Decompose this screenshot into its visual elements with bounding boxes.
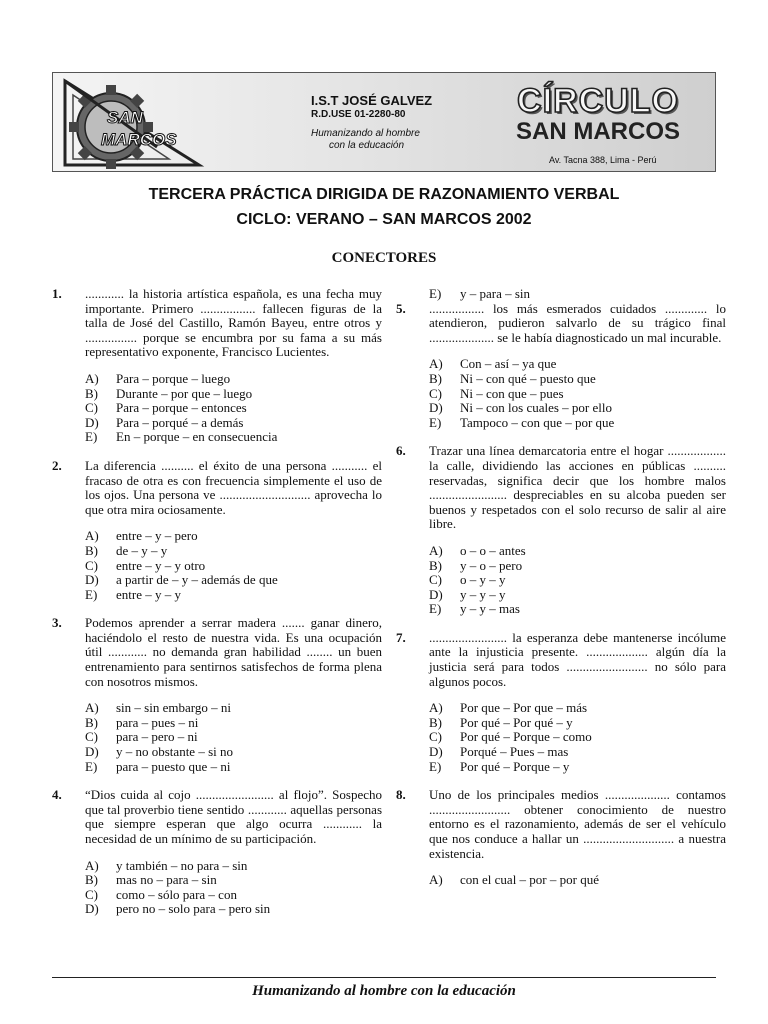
option-d xyxy=(85,902,382,917)
option-c xyxy=(85,559,382,574)
option-c xyxy=(85,730,382,745)
left-column xyxy=(52,287,382,931)
option-letter: A) xyxy=(85,857,99,873)
question-number: 8. xyxy=(396,787,406,803)
option-b xyxy=(429,716,726,731)
brand-title: CÍRCULO xyxy=(517,82,679,120)
option-letter: E) xyxy=(85,586,98,602)
option-text: como – sólo para – con xyxy=(116,886,237,902)
option-letter: E) xyxy=(429,758,442,774)
option-letter: D) xyxy=(85,572,99,588)
institute-info xyxy=(311,93,432,152)
options-list xyxy=(429,357,726,430)
options-list xyxy=(85,372,382,445)
option-text: y – y – mas xyxy=(460,601,520,617)
question-stem: “Dios cuida al cojo ........................ al flojo”. Sospecho que tal proverbio tiene sentido ............ aquellas personas que siempre esperan que algo ocurra ............ la necesidad de un mínimo de su participación. xyxy=(85,787,382,846)
option-b xyxy=(429,559,726,574)
option-a xyxy=(429,701,726,716)
institute-registration: R.D.USE 01-2280-80 xyxy=(311,109,406,120)
option-e xyxy=(85,760,382,775)
option-b xyxy=(85,387,382,402)
option-text: para – pues – ni xyxy=(116,714,199,730)
question-stem: La diferencia .......... el éxito de una persona ........... el fracaso de otra es con frecuencia simplemente el uso de los ojos. Una persona ve ............................ aprovecha lo que otra mira ociosamente. xyxy=(85,457,382,517)
question-6 xyxy=(396,444,726,617)
option-a xyxy=(429,544,726,559)
option-letter: C) xyxy=(85,729,98,745)
option-text: Ni – con que – pues xyxy=(460,385,564,401)
option-c xyxy=(85,401,382,416)
svg-text:MARCOS: MARCOS xyxy=(101,130,177,149)
option-a xyxy=(85,701,382,716)
option-text: Ni – con los cuales – por ello xyxy=(460,400,612,416)
option-letter: C) xyxy=(85,886,98,902)
right-column xyxy=(396,287,726,902)
option-letter: B) xyxy=(85,385,98,401)
option-text: sin – sin embargo – ni xyxy=(116,700,231,716)
option-b xyxy=(85,716,382,731)
option-d xyxy=(429,588,726,603)
option-a xyxy=(85,859,382,874)
header-banner xyxy=(52,72,716,172)
option-text: o – o – antes xyxy=(460,542,526,558)
option-letter: D) xyxy=(429,744,443,760)
options-list xyxy=(429,873,726,888)
question-number: 7. xyxy=(396,629,406,645)
option-a xyxy=(85,372,382,387)
question-number: 3. xyxy=(52,615,62,631)
institute-motto xyxy=(311,128,432,152)
option-letter: A) xyxy=(429,700,443,716)
question-stem: ................. los más esmerados cuidados ............. lo atendieron, pudieron salvarlo de su trágico final .................... se le había diagnosticado un mal incurable. xyxy=(429,300,726,345)
question-stem: Uno de los principales medios .................... contamos ......................... obtener conocimiento de nuestro entorno es el razonamiento, además de ser el vehículo que nos conduce a hallar un ............................ a nuestra existencia. xyxy=(429,787,726,861)
option-text: Durante – por que – luego xyxy=(116,385,253,401)
option-text: y – o – pero xyxy=(460,557,523,573)
question-7 xyxy=(396,631,726,774)
footer-divider xyxy=(52,977,716,978)
option-c xyxy=(429,387,726,402)
question-3 xyxy=(52,616,382,774)
option-b xyxy=(85,544,382,559)
option-letter: C) xyxy=(85,400,98,416)
option-letter: B) xyxy=(85,714,98,730)
option-e xyxy=(85,430,382,445)
option-a xyxy=(85,529,382,544)
option-letter: E) xyxy=(429,601,442,617)
question-1 xyxy=(52,287,382,445)
question-4-continued-options xyxy=(429,287,726,302)
motto-line-1: Humanizando al hombre xyxy=(311,128,420,139)
option-letter: E) xyxy=(85,429,98,445)
option-letter: A) xyxy=(429,356,443,372)
option-text: Tampoco – con que – por que xyxy=(460,414,615,430)
question-stem: ........................ la esperanza debe mantenerse incólume ante la injusticia presente. ................... algún día la justicia será para todos ......................... no sólo para algunos pocos. xyxy=(429,629,726,689)
options-list xyxy=(429,544,726,617)
question-stem: ............ la historia artística española, es una fecha muy importante. Primero ................. fallecen figuras de la talla de José del Castillo, Ramón Bayeu, entre otros y ................ porque se encumbra por su fama a su más representativo exponente, Francisco Lucientes. xyxy=(85,286,382,360)
option-letter: B) xyxy=(85,542,98,558)
option-letter: D) xyxy=(85,744,99,760)
option-d xyxy=(429,745,726,760)
option-b xyxy=(85,873,382,888)
option-text: En – porque – en consecuencia xyxy=(116,429,278,445)
option-text: y – y – y xyxy=(460,586,506,602)
option-text: mas no – para – sin xyxy=(116,872,217,888)
option-letter: B) xyxy=(429,714,442,730)
motto-line-2: con la educación xyxy=(329,140,405,151)
option-letter: D) xyxy=(429,586,443,602)
document-title: TERCERA PRÁCTICA DIRIGIDA DE RAZONAMIENTO VERBAL xyxy=(148,186,620,203)
option-letter: A) xyxy=(85,528,99,544)
option-letter: E) xyxy=(85,758,98,774)
option-letter: D) xyxy=(429,400,443,416)
option-letter: C) xyxy=(429,729,442,745)
option-d xyxy=(429,401,726,416)
option-letter: A) xyxy=(429,542,443,558)
option-e xyxy=(429,416,726,431)
option-text: con el cual – por – por qué xyxy=(460,872,599,888)
option-text: Porqué – Pues – mas xyxy=(460,744,569,760)
option-text: Por qué – Porque – como xyxy=(460,729,592,745)
question-2 xyxy=(52,459,382,602)
question-5 xyxy=(396,302,726,431)
question-8 xyxy=(396,788,726,888)
option-text: o – y – y xyxy=(460,572,506,588)
option-letter: B) xyxy=(429,370,442,386)
option-text: y – no obstante – si no xyxy=(116,744,233,760)
section-heading: CONECTORES xyxy=(331,250,437,266)
option-e xyxy=(429,602,726,617)
footer-motto: Humanizando al hombre con la educación xyxy=(252,983,516,999)
option-text: de – y – y xyxy=(116,542,168,558)
option-letter: C) xyxy=(429,572,442,588)
option-e xyxy=(429,287,726,302)
option-text: entre – y – y xyxy=(116,586,181,602)
option-text: Para – porque – entonces xyxy=(116,400,247,416)
options-list xyxy=(85,701,382,774)
option-text: entre – y – pero xyxy=(116,528,198,544)
option-text: y también – no para – sin xyxy=(116,857,248,873)
option-d xyxy=(85,573,382,588)
institute-name: I.S.T JOSÉ GALVEZ xyxy=(311,93,433,108)
option-letter: A) xyxy=(429,872,443,888)
brand-subtitle: SAN MARCOS xyxy=(515,118,680,145)
option-letter: E) xyxy=(429,286,442,301)
option-text: y – para – sin xyxy=(460,286,531,301)
option-letter: A) xyxy=(85,370,99,386)
question-number: 6. xyxy=(396,443,406,459)
option-text: Ni – con qué – puesto que xyxy=(460,370,596,386)
question-number: 4. xyxy=(52,787,62,803)
option-text: pero no – solo para – pero sin xyxy=(116,901,271,917)
option-text: Por qué – Por qué – y xyxy=(460,714,573,730)
option-a xyxy=(429,357,726,372)
option-text: entre – y – y otro xyxy=(116,557,206,573)
question-stem: Podemos aprender a serrar madera ....... ganar dinero, haciéndolo el resto de nuestra vida. Es una ocupación útil ............ no demanda gran habilidad ........ un buen entrenamiento para sentirnos satisfechos de forma plena con nosotros mismos. xyxy=(85,615,382,689)
option-c xyxy=(85,888,382,903)
option-e xyxy=(85,588,382,603)
option-d xyxy=(85,416,382,431)
option-text: Por que – Por que – más xyxy=(460,700,588,716)
brand-address: Av. Tacna 388, Lima - Perú xyxy=(549,155,657,165)
option-c xyxy=(429,730,726,745)
option-letter: C) xyxy=(429,385,442,401)
question-4 xyxy=(52,788,382,917)
option-letter: A) xyxy=(85,700,99,716)
question-number: 1. xyxy=(52,286,62,301)
option-c xyxy=(429,573,726,588)
options-list xyxy=(85,529,382,602)
option-d xyxy=(85,745,382,760)
option-text: Por qué – Porque – y xyxy=(460,758,570,774)
option-e xyxy=(429,760,726,775)
option-letter: D) xyxy=(85,901,99,917)
san-marcos-gear-logo xyxy=(59,77,269,169)
option-text: Con – así – ya que xyxy=(460,356,557,372)
option-letter: D) xyxy=(85,414,99,430)
brand-block xyxy=(493,83,703,165)
option-text: Para – porqué – a demás xyxy=(116,414,244,430)
question-number: 2. xyxy=(52,457,62,473)
option-letter: B) xyxy=(429,557,442,573)
option-text: para – pero – ni xyxy=(116,729,198,745)
option-letter: C) xyxy=(85,557,98,573)
option-b xyxy=(429,372,726,387)
document-subtitle: CICLO: VERANO – SAN MARCOS 2002 xyxy=(236,211,532,228)
question-number: 5. xyxy=(396,300,406,316)
option-letter: B) xyxy=(85,872,98,888)
option-letter: E) xyxy=(429,414,442,430)
options-list xyxy=(85,859,382,917)
options-list xyxy=(429,701,726,774)
option-a xyxy=(429,873,726,888)
svg-text:SAN: SAN xyxy=(107,108,143,127)
option-text: para – puesto que – ni xyxy=(116,758,231,774)
option-text: a partir de – y – además de que xyxy=(116,572,278,588)
option-text: Para – porque – luego xyxy=(116,370,231,386)
question-stem: Trazar una línea demarcatoria entre el hogar .................. la calle, dividiendo las acciones en públicas .......... reservadas, significa decir que los hombre malos ........................ despreciables en su alcoba pueden ser buenos y respetados con el solo recurso de salir al aire libre. xyxy=(429,443,726,532)
